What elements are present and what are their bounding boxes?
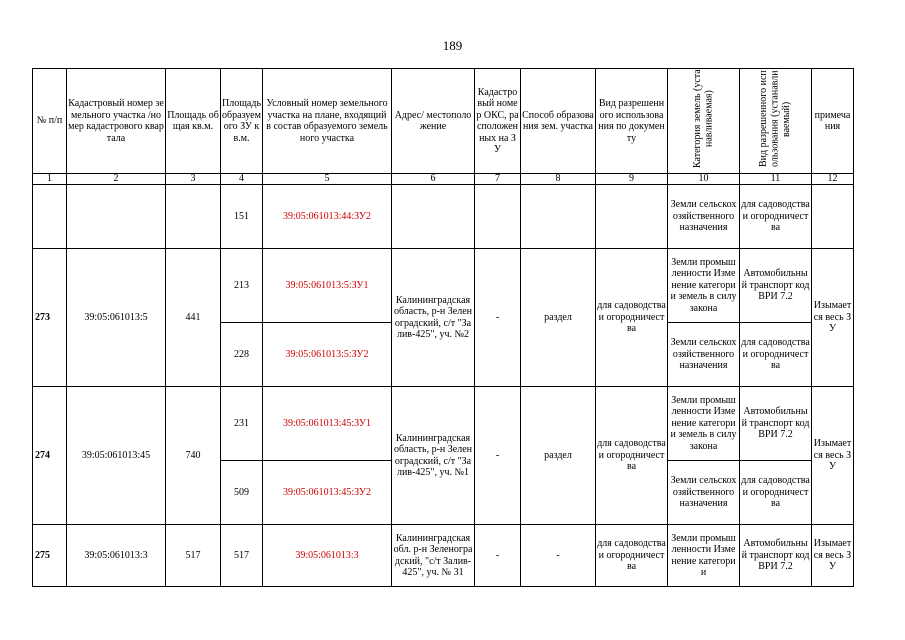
- formed-area: 151: [221, 185, 263, 249]
- permitted-use: Автомобильный транспорт код ВРИ 7.2: [740, 525, 812, 587]
- conditional-number: 39:05:061013:5:ЗУ2: [263, 323, 392, 387]
- col-num: 2: [67, 174, 166, 185]
- cadastral-number: 39:05:061013:45: [67, 387, 166, 525]
- header-cadastral: Кадастровый номер земельного участка /номер кадастрового квартала: [67, 69, 166, 174]
- formed-area: 509: [221, 461, 263, 525]
- land-category: Земли сельскохозяйственного назначения: [668, 185, 740, 249]
- cell: [392, 185, 475, 249]
- header-formed-area: Площадь образуемого ЗУ кв.м.: [221, 69, 263, 174]
- note: Изымается весь ЗУ: [812, 249, 854, 387]
- table-row: [33, 185, 854, 249]
- oks-number: -: [475, 249, 521, 387]
- column-number-row: [33, 174, 854, 185]
- header-vri-cell: [740, 69, 812, 174]
- header-category: Категория земель (устанавливаемая): [692, 69, 715, 169]
- header-row: [33, 69, 854, 174]
- total-area: 517: [166, 525, 221, 587]
- cell: [812, 185, 854, 249]
- conditional-number: 39:05:061013:45:ЗУ2: [263, 461, 392, 525]
- row-number: 273: [33, 249, 67, 387]
- row-number: 275: [33, 525, 67, 587]
- land-category: Земли промышленности Изменение категории земель в силу закона: [668, 249, 740, 323]
- cell: [33, 185, 67, 249]
- formation-method: раздел: [521, 249, 596, 387]
- oks-number: -: [475, 525, 521, 587]
- col-num: 1: [33, 174, 67, 185]
- formation-method: раздел: [521, 387, 596, 525]
- permitted-use: Автомобильный транспорт код ВРИ 7.2: [740, 249, 812, 323]
- header-conditional-number: Условный номер земельного участка на плане, входящий в состав образуемого земельного участка: [263, 69, 392, 174]
- total-area: 441: [166, 249, 221, 387]
- col-num: 5: [263, 174, 392, 185]
- permitted-use: для садоводства и огородничества: [740, 185, 812, 249]
- table-row: [33, 249, 854, 323]
- cell: [596, 185, 668, 249]
- header-doc-use: Вид разрешенного использования по документу: [596, 69, 668, 174]
- land-plots-table: [32, 68, 854, 587]
- cell: [475, 185, 521, 249]
- page-number: 189: [442, 38, 463, 53]
- permitted-use: для садоводства и огородничества: [740, 323, 812, 387]
- header-number: № п/п: [33, 69, 67, 174]
- doc-use: для садоводства и огородничества: [596, 387, 668, 525]
- header-method: Способ образования зем. участка: [521, 69, 596, 174]
- permitted-use: для садоводства и огородничества: [740, 461, 812, 525]
- address: Калининградская обл. р-н Зеленоградский, "с/т Залив-425", уч. № 31: [392, 525, 475, 587]
- formed-area: 213: [221, 249, 263, 323]
- header-category-cell: [668, 69, 740, 174]
- doc-use: для садоводства и огородничества: [596, 525, 668, 587]
- cadastral-number: 39:05:061013:3: [67, 525, 166, 587]
- table-row: [33, 387, 854, 461]
- doc-use: для садоводства и огородничества: [596, 249, 668, 387]
- oks-number: -: [475, 387, 521, 525]
- col-num: 9: [596, 174, 668, 185]
- permitted-use: Автомобильный транспорт код ВРИ 7.2: [740, 387, 812, 461]
- land-category: Земли промышленности Изменение категории: [668, 525, 740, 587]
- address: Калининградская область, р-н Зеленоградский, с/т "Залив-425", уч. №1: [392, 387, 475, 525]
- land-category: Земли промышленности Изменение категории земель в силу закона: [668, 387, 740, 461]
- formed-area: 517: [221, 525, 263, 587]
- col-num: 10: [668, 174, 740, 185]
- table-row: [33, 525, 854, 587]
- land-category: Земли сельскохозяйственного назначения: [668, 461, 740, 525]
- cell: [166, 185, 221, 249]
- cadastral-number: 39:05:061013:5: [67, 249, 166, 387]
- col-num: 4: [221, 174, 263, 185]
- formed-area: 228: [221, 323, 263, 387]
- col-num: 7: [475, 174, 521, 185]
- col-num: 3: [166, 174, 221, 185]
- cell: [521, 185, 596, 249]
- row-number: 274: [33, 387, 67, 525]
- land-category: Земли сельскохозяйственного назначения: [668, 323, 740, 387]
- conditional-number: 39:05:061013:5:ЗУ1: [263, 249, 392, 323]
- formed-area: 231: [221, 387, 263, 461]
- col-num: 8: [521, 174, 596, 185]
- conditional-number: 39:05:061013:45:ЗУ1: [263, 387, 392, 461]
- col-num: 12: [812, 174, 854, 185]
- header-total-area: Площадь общая кв.м.: [166, 69, 221, 174]
- header-address: Адрес/ местоположение: [392, 69, 475, 174]
- formation-method: -: [521, 525, 596, 587]
- conditional-number: 39:05:061013:44:ЗУ2: [263, 185, 392, 249]
- header-vri: Вид разрешенного использования (устанавливаемый): [758, 70, 793, 168]
- header-note: примечания: [812, 69, 854, 174]
- note: Изымается весь ЗУ: [812, 525, 854, 587]
- address: Калининградская область, р-н Зеленоградский, с/т "Залив-425", уч. №2: [392, 249, 475, 387]
- col-num: 6: [392, 174, 475, 185]
- note: Изымается весь ЗУ: [812, 387, 854, 525]
- total-area: 740: [166, 387, 221, 525]
- conditional-number: 39:05:061013:3: [263, 525, 392, 587]
- col-num: 11: [740, 174, 812, 185]
- header-oks: Кадастровый номер ОКС, расположенных на ЗУ: [475, 69, 521, 174]
- cell: [67, 185, 166, 249]
